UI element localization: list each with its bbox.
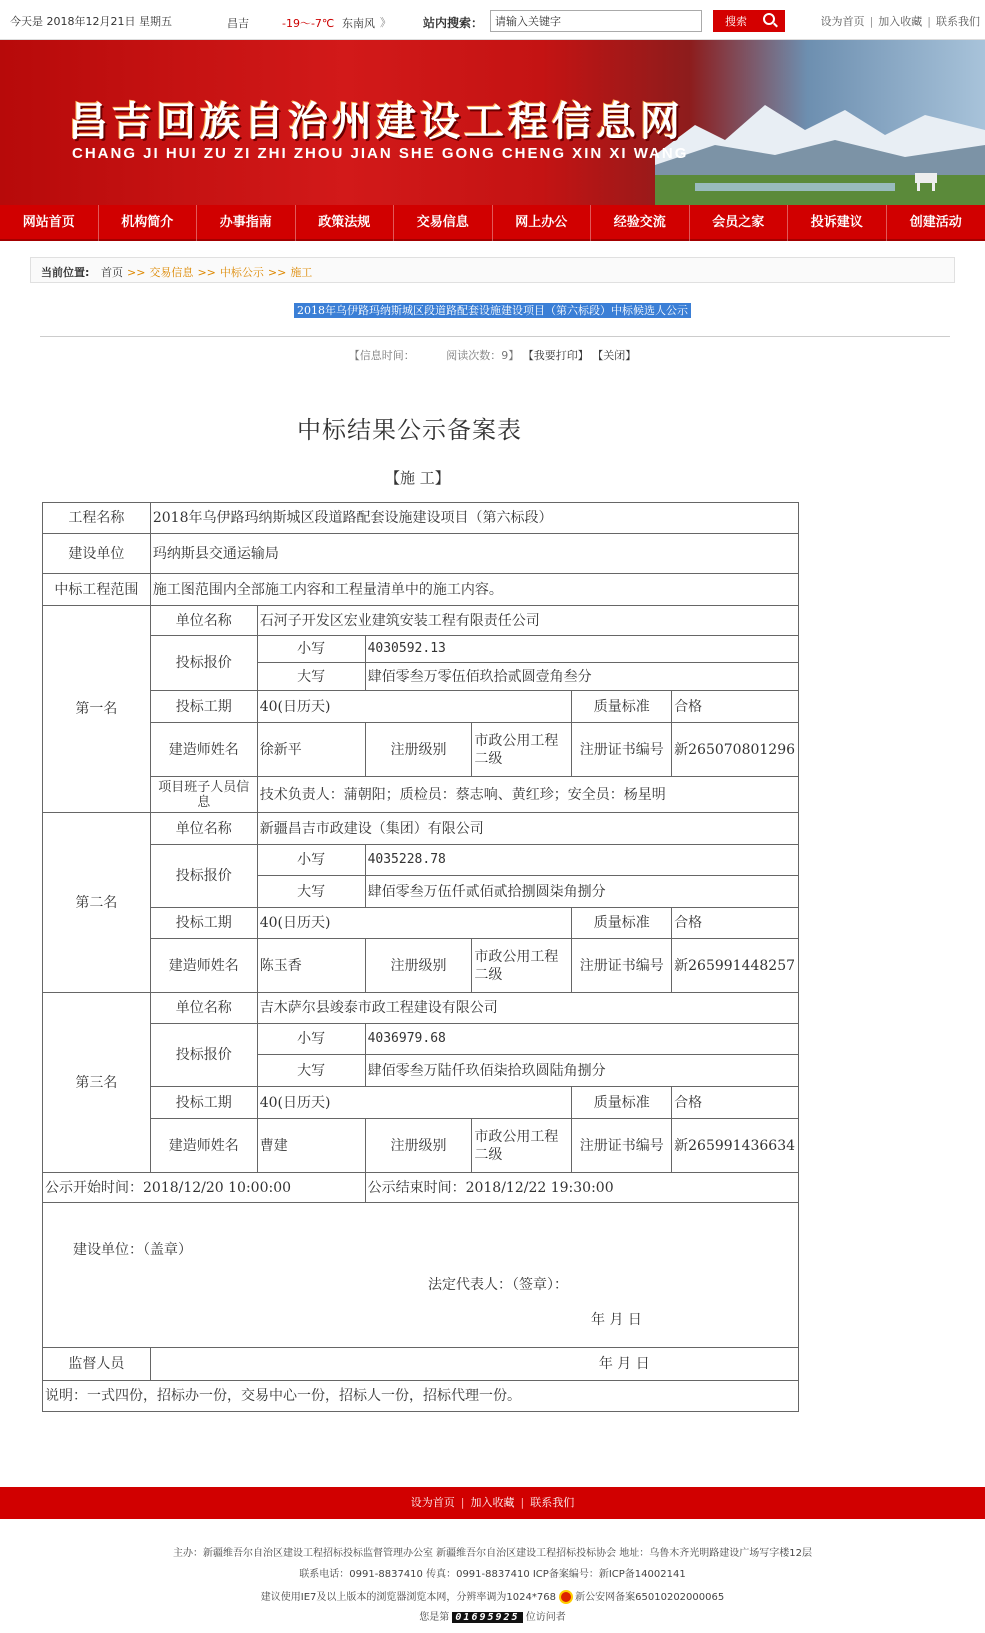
rank-3-level: 市政公用工程二级 (472, 1119, 572, 1173)
rank-1-label: 第一名 (43, 606, 151, 813)
rank-1-unit: 石河子开发区宏业建筑安装工程有限责任公司 (257, 606, 798, 636)
rank-1-lower: 4030592.13 (365, 636, 798, 663)
set-homepage-link[interactable]: 设为首页 (820, 15, 865, 28)
site-title-pinyin: CHANG JI HUI ZU ZI ZHI ZHOU JIAN SHE GONG CHENG XIN XI WANG (72, 145, 689, 162)
site-title: 昌吉回族自治州建设工程信息网 (68, 98, 684, 145)
weather-wind: 东南风 (342, 17, 375, 30)
unit-label: 单位名称 (150, 993, 257, 1024)
footer-police-record[interactable]: 新公安网备案65010202000065 (575, 1592, 725, 1603)
current-date: 今天是 2018年12月21日 星期五 (10, 15, 172, 28)
unit-label: 单位名称 (150, 813, 257, 845)
rank-3-upper: 肆佰零叁万陆仟玖佰柒拾玖圆陆角捌分 (365, 1055, 798, 1087)
rank-1-upper: 肆佰零叁万零伍佰玖拾贰圆壹角叁分 (365, 663, 798, 691)
nav-about[interactable]: 机构简介 (99, 205, 198, 241)
search-input[interactable] (490, 10, 702, 32)
owner-label: 建设单位 (43, 534, 151, 574)
search-label: 站内搜索： (423, 16, 484, 30)
document-heading: 中标结果公示备案表 (297, 416, 522, 444)
upper-label: 大写 (257, 876, 365, 908)
top-links: 设为首页 | 加入收藏 | 联系我们 (820, 15, 980, 28)
publicity-start: 公示开始时间：2018/12/20 10:00:00 (43, 1173, 366, 1203)
weather-temperature: -19～-7℃ (282, 17, 335, 30)
visitor-counter: 01695925 (452, 1612, 522, 1623)
search-button[interactable] (713, 10, 785, 32)
nav-online-office[interactable]: 网上办公 (493, 205, 592, 241)
lower-label: 小写 (257, 845, 365, 876)
rank-3-unit: 吉木萨尔县竣泰市政工程建设有限公司 (257, 993, 798, 1024)
bid-label: 投标报价 (150, 1024, 257, 1087)
lower-label: 小写 (257, 636, 365, 663)
notice-title-row (0, 302, 985, 318)
rank-1-quality: 合格 (672, 691, 799, 723)
builder-label: 建造师姓名 (150, 939, 257, 993)
contact-us-link[interactable]: 联系我们 (936, 15, 980, 28)
rank-2-period: 40(日历天) (257, 908, 572, 939)
rank-3-period: 40(日历天) (257, 1087, 572, 1119)
nav-policy[interactable]: 政策法规 (296, 205, 395, 241)
rank-1-period: 40(日历天) (257, 691, 572, 723)
breadcrumb-trade-info[interactable]: 交易信息 (149, 266, 194, 279)
builder-label: 建造师姓名 (150, 1119, 257, 1173)
document-subheading: 【施 工】 (385, 469, 450, 487)
signature-date: 年 月 日 (591, 1312, 642, 1328)
upper-label: 大写 (257, 1055, 365, 1087)
notice-title: 2018年乌伊路玛纳斯城区段道路配套设施建设项目（第六标段）中标候选人公示 (294, 303, 691, 318)
nav-trade-info[interactable]: 交易信息 (394, 205, 493, 241)
rank-1-team: 技术负责人：蒲朝阳；质检员：蔡志响、黄红珍；安全员：杨星明 (257, 777, 798, 813)
rank-3-label: 第三名 (43, 993, 151, 1173)
document-note: 说明：一式四份，招标办一份，交易中心一份，招标人一份，招标代理一份。 (43, 1381, 799, 1412)
cert-label: 注册证书编号 (572, 1119, 672, 1173)
nav-home[interactable]: 网站首页 (0, 205, 99, 241)
nav-complaints[interactable]: 投诉建议 (788, 205, 887, 241)
supervisor-cell (150, 1348, 798, 1381)
divider (40, 336, 950, 337)
project-name: 2018年乌伊路玛纳斯城区段道路配套设施建设项目（第六标段） (150, 503, 798, 534)
level-label: 注册级别 (365, 1119, 472, 1173)
nav-guide[interactable]: 办事指南 (197, 205, 296, 241)
supervisor-date: 年 月 日 (598, 1356, 650, 1372)
rank-2-builder: 陈玉香 (257, 939, 365, 993)
police-badge-icon (559, 1590, 573, 1604)
footer-host: 主办：新疆维吾尔自治区建设工程招标投标监督管理办公室 新疆维吾尔自治区建设工程招标投标协会 地址：乌鲁木齐光明路建设广场写字楼12层 (172, 1548, 813, 1559)
breadcrumb: 当前位置: 首页 >> 交易信息 >> 中标公示 >> 施工 (30, 257, 955, 283)
close-link[interactable]: 【关闭】 (592, 349, 637, 362)
bid-label: 投标报价 (150, 845, 257, 908)
rank-3-builder: 曹建 (257, 1119, 365, 1173)
rank-1-level: 市政公用工程二级 (472, 723, 572, 777)
main-nav (0, 205, 985, 241)
rank-2-level: 市政公用工程二级 (472, 939, 572, 993)
lower-label: 小写 (257, 1024, 365, 1055)
search-button-label: 搜索 (725, 15, 747, 28)
bid-result-table (42, 502, 799, 1412)
footer-visitor-row (0, 1608, 985, 1623)
quality-label: 质量标准 (572, 908, 672, 939)
footer-bar: 设为首页 | 加入收藏 | 联系我们 (0, 1487, 985, 1519)
scope-label: 中标工程范围 (43, 574, 151, 606)
team-label: 项目班子人员信息 (150, 777, 257, 813)
quality-label: 质量标准 (572, 1087, 672, 1119)
nav-experience[interactable]: 经验交流 (591, 205, 690, 241)
footer-browser-row (0, 1588, 985, 1604)
cert-label: 注册证书编号 (572, 939, 672, 993)
footer-set-homepage[interactable]: 设为首页 (410, 1496, 455, 1509)
nav-activities[interactable]: 创建活动 (909, 215, 962, 230)
search-icon (763, 13, 775, 25)
owner-name: 玛纳斯县交通运输局 (150, 534, 798, 574)
visitor-prefix: 您是第 (419, 1612, 450, 1623)
weather-more-link[interactable]: 》 (380, 16, 391, 29)
unit-label: 单位名称 (150, 606, 257, 636)
period-label: 投标工期 (150, 691, 257, 723)
breadcrumb-label: 当前位置: (41, 266, 90, 279)
site-banner (0, 40, 985, 205)
rank-2-quality: 合格 (672, 908, 799, 939)
rank-3-lower: 4036979.68 (365, 1024, 798, 1055)
level-label: 注册级别 (365, 939, 472, 993)
builder-label: 建造师姓名 (150, 723, 257, 777)
level-label: 注册级别 (365, 723, 472, 777)
footer-browser-note: 建议使用IE7及以上版本的浏览器浏览本网，分辨率调为1024*768 (260, 1592, 556, 1603)
nav-members[interactable]: 会员之家 (690, 205, 789, 241)
rank-2-cert: 新265991448257 (672, 939, 799, 993)
rank-2-label: 第二名 (43, 813, 151, 993)
rank-3-quality: 合格 (672, 1087, 799, 1119)
notice-meta (0, 347, 985, 363)
owner-seal: 建设单位：（盖章） (73, 1242, 192, 1258)
rank-3-cert: 新265991436634 (672, 1119, 799, 1173)
visitor-suffix: 位访问者 (525, 1612, 566, 1623)
breadcrumb-construction[interactable]: 施工 (290, 266, 313, 279)
supervisor-label: 监督人员 (43, 1348, 151, 1381)
info-time: 【信息时间： (348, 349, 415, 362)
breadcrumb-bid-notice[interactable]: 中标公示 (219, 266, 264, 279)
rank-2-unit: 新疆昌吉市政建设（集团）有限公司 (257, 813, 798, 845)
quality-label: 质量标准 (572, 691, 672, 723)
breadcrumb-home[interactable]: 首页 (101, 266, 123, 279)
rank-1-cert: 新265070801296 (672, 723, 799, 777)
add-favorite-link[interactable]: 加入收藏 (878, 15, 923, 28)
period-label: 投标工期 (150, 1087, 257, 1119)
period-label: 投标工期 (150, 908, 257, 939)
print-link[interactable]: 【我要打印】 (522, 349, 589, 362)
footer-contact: 联系电话：0991-8837410 传真：0991-8837410 ICP备案编号：新ICP备14002141 (299, 1569, 686, 1580)
rank-1-builder: 徐新平 (257, 723, 365, 777)
read-count: 阅读次数：9】 (446, 349, 520, 362)
bid-label: 投标报价 (150, 636, 257, 691)
rank-2-lower: 4035228.78 (365, 845, 798, 876)
cert-label: 注册证书编号 (572, 723, 672, 777)
top-bar (0, 0, 985, 40)
signature-block (43, 1203, 799, 1348)
rank-2-upper: 肆佰零叁万伍仟贰佰贰拾捌圆柒角捌分 (365, 876, 798, 908)
upper-label: 大写 (257, 663, 365, 691)
footer-contact-us[interactable]: 联系我们 (530, 1496, 575, 1509)
scope-text: 施工图范围内全部施工内容和工程量清单中的施工内容。 (150, 574, 798, 606)
project-name-label: 工程名称 (43, 503, 151, 534)
publicity-end: 公示结束时间：2018/12/22 19:30:00 (365, 1173, 798, 1203)
mountain-landscape-image (655, 95, 985, 205)
footer-add-favorite[interactable]: 加入收藏 (470, 1496, 515, 1509)
weather-city: 昌吉 (227, 17, 249, 30)
legal-representative-seal: 法定代表人：（签章）： (428, 1277, 568, 1293)
